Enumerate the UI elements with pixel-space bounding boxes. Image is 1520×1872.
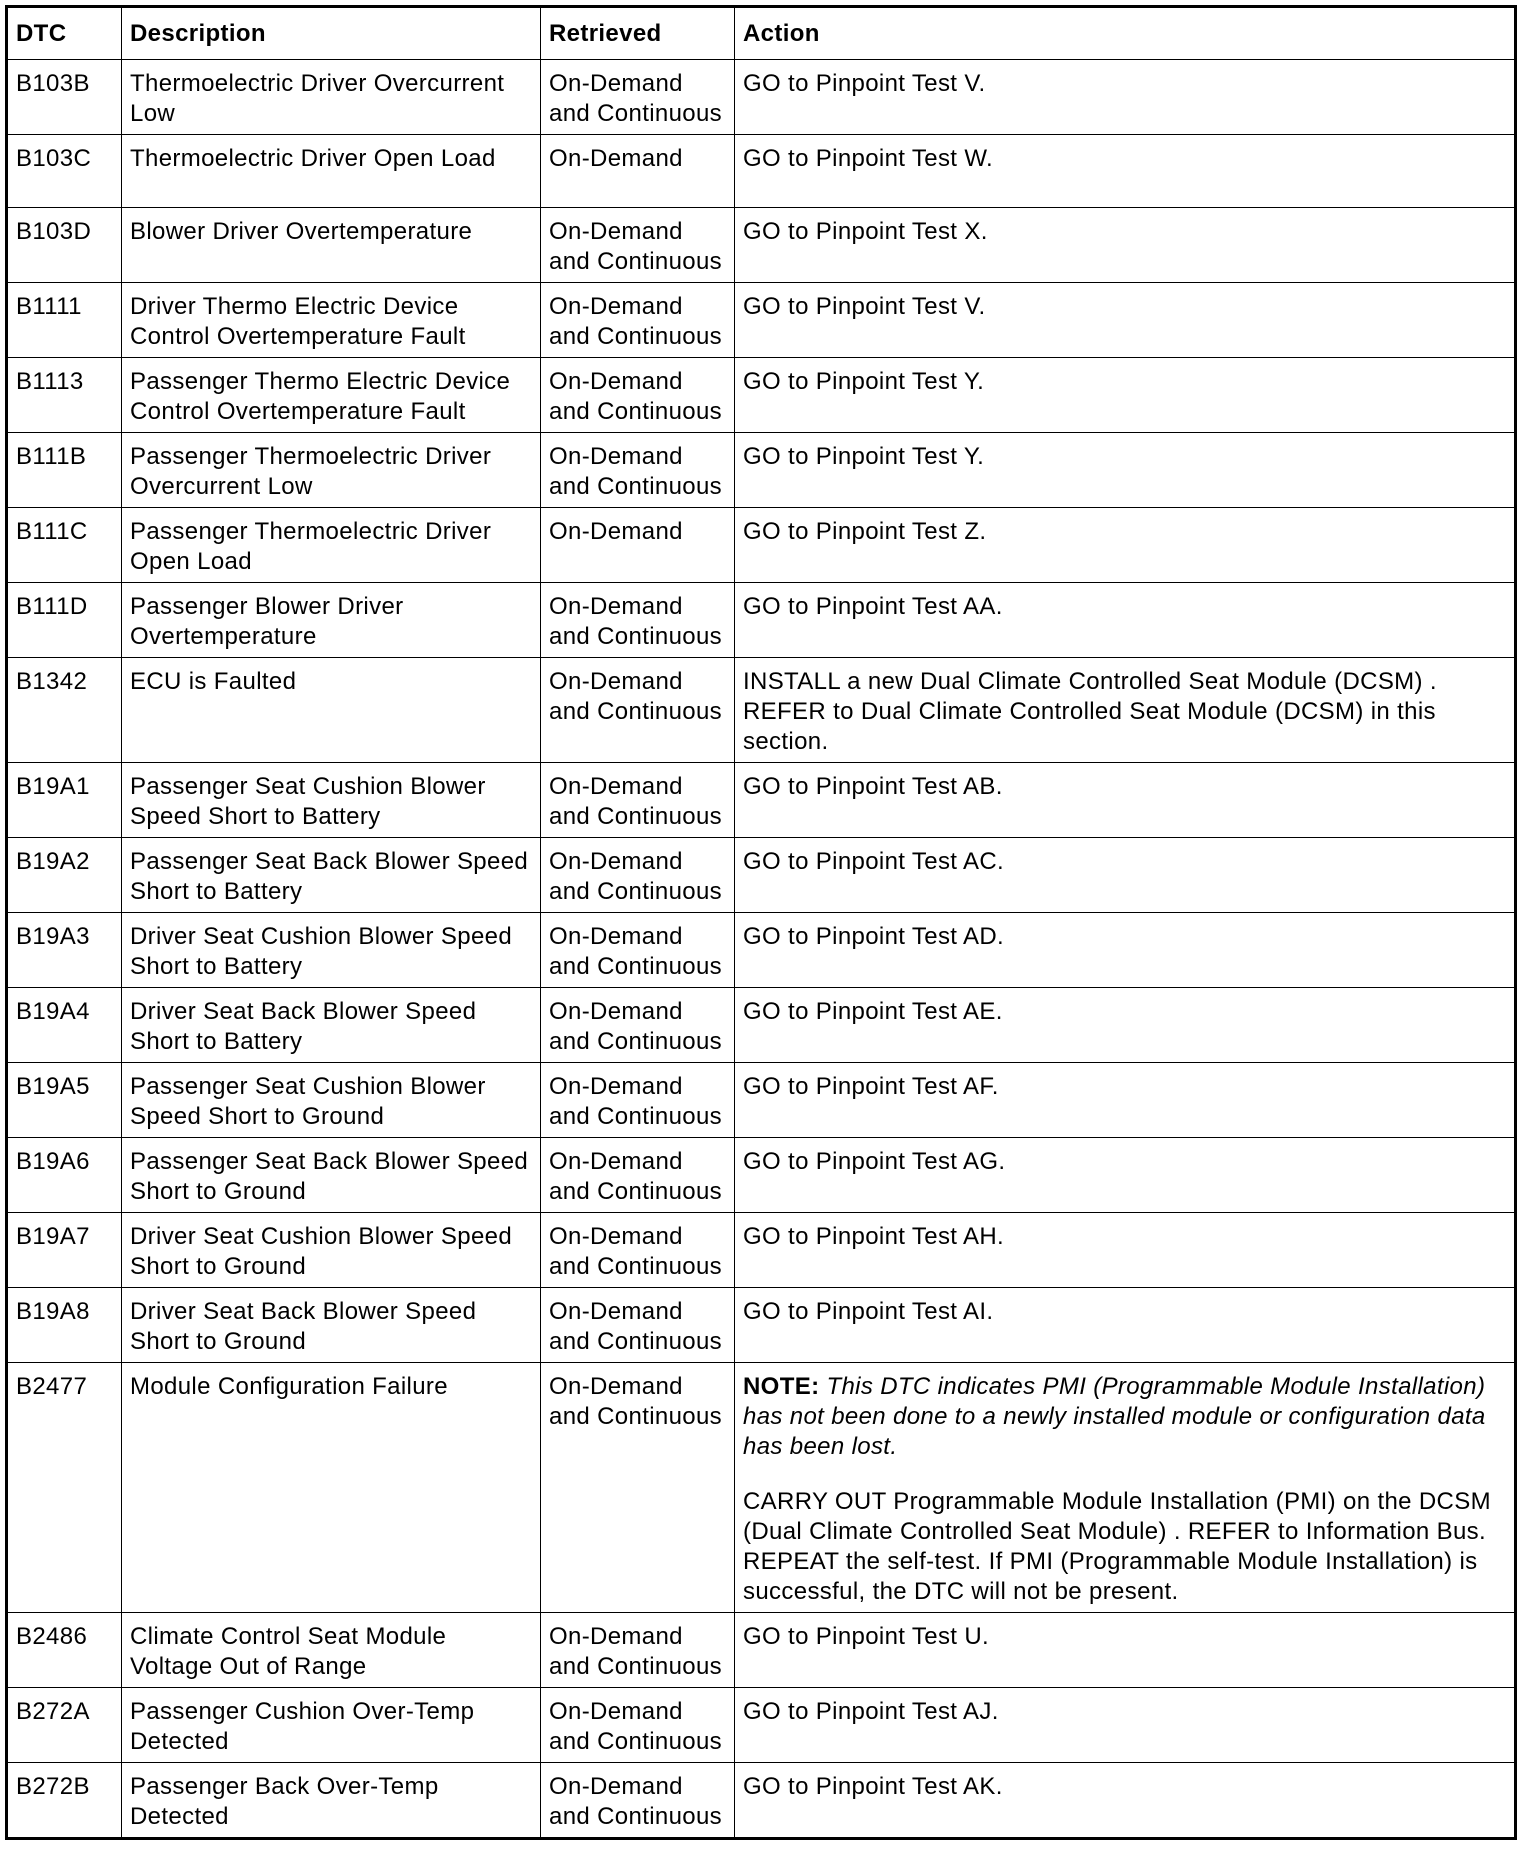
table-row (7, 658, 1516, 763)
table-row (7, 838, 1516, 913)
dtc-action: GO to Pinpoint Test U. (735, 1613, 1516, 1688)
dtc-description: Passenger Blower Driver Overtemperature (122, 583, 541, 658)
dtc-code: B19A2 (7, 838, 122, 913)
dtc-retrieved: On-Demand and Continuous (541, 583, 735, 658)
dtc-code: B111D (7, 583, 122, 658)
dtc-description: Blower Driver Overtemperature (122, 208, 541, 283)
dtc-code: B1342 (7, 658, 122, 763)
dtc-description: ECU is Faulted (122, 658, 541, 763)
table-row (7, 913, 1516, 988)
dtc-code: B1111 (7, 283, 122, 358)
dtc-description: Climate Control Seat Module Voltage Out of Range (122, 1613, 541, 1688)
table-row (7, 1613, 1516, 1688)
dtc-retrieved: On-Demand and Continuous (541, 913, 735, 988)
dtc-description: Passenger Cushion Over-Temp Detected (122, 1688, 541, 1763)
dtc-retrieved: On-Demand and Continuous (541, 283, 735, 358)
dtc-retrieved: On-Demand (541, 135, 735, 208)
dtc-action: GO to Pinpoint Test AD. (735, 913, 1516, 988)
dtc-description: Passenger Seat Back Blower Speed Short to Ground (122, 1138, 541, 1213)
dtc-code: B103B (7, 60, 122, 135)
dtc-code: B19A8 (7, 1288, 122, 1363)
dtc-description: Driver Seat Cushion Blower Speed Short to Ground (122, 1213, 541, 1288)
note-paragraph (743, 1372, 1506, 1462)
dtc-action: GO to Pinpoint Test V. (735, 60, 1516, 135)
action-paragraph: CARRY OUT Programmable Module Installation (PMI) on the DCSM (Dual Climate Controlled Seat Module) . REFER to Information Bus. REPEAT the self-test. If PMI (Programmable Module Installation) is successful, the DTC will not be present. (743, 1488, 1491, 1605)
dtc-code: B272A (7, 1688, 122, 1763)
dtc-action: GO to Pinpoint Test AG. (735, 1138, 1516, 1213)
dtc-code: B1113 (7, 358, 122, 433)
dtc-action: GO to Pinpoint Test AE. (735, 988, 1516, 1063)
dtc-action: GO to Pinpoint Test Y. (735, 433, 1516, 508)
dtc-code: B19A5 (7, 1063, 122, 1138)
table-row (7, 988, 1516, 1063)
dtc-description: Passenger Thermoelectric Driver Open Load (122, 508, 541, 583)
dtc-code: B19A4 (7, 988, 122, 1063)
dtc-code: B19A6 (7, 1138, 122, 1213)
table-row (7, 1138, 1516, 1213)
table-row (7, 1213, 1516, 1288)
dtc-code: B19A1 (7, 763, 122, 838)
header-action: Action (735, 7, 1516, 60)
table-row (7, 1288, 1516, 1363)
dtc-retrieved: On-Demand and Continuous (541, 1363, 735, 1613)
dtc-description: Driver Thermo Electric Device Control Overtemperature Fault (122, 283, 541, 358)
dtc-code: B103D (7, 208, 122, 283)
dtc-retrieved: On-Demand and Continuous (541, 1288, 735, 1363)
note-label: NOTE: (743, 1373, 820, 1400)
table-row (7, 135, 1516, 208)
table-row (7, 1688, 1516, 1763)
header-description: Description (122, 7, 541, 60)
dtc-action: GO to Pinpoint Test AA. (735, 583, 1516, 658)
dtc-retrieved: On-Demand and Continuous (541, 208, 735, 283)
dtc-table (5, 5, 1517, 1840)
header-dtc: DTC (7, 7, 122, 60)
dtc-action: GO to Pinpoint Test Z. (735, 508, 1516, 583)
dtc-description: Passenger Thermoelectric Driver Overcurrent Low (122, 433, 541, 508)
dtc-retrieved: On-Demand (541, 508, 735, 583)
header-retrieved: Retrieved (541, 7, 735, 60)
dtc-description: Passenger Back Over-Temp Detected (122, 1763, 541, 1839)
dtc-table-container (5, 5, 1514, 1840)
table-row (7, 583, 1516, 658)
dtc-retrieved: On-Demand and Continuous (541, 1138, 735, 1213)
dtc-description: Thermoelectric Driver Overcurrent Low (122, 60, 541, 135)
table-row (7, 283, 1516, 358)
table-row (7, 208, 1516, 283)
table-row (7, 433, 1516, 508)
dtc-action: GO to Pinpoint Test W. (735, 135, 1516, 208)
dtc-code: B111B (7, 433, 122, 508)
dtc-code: B19A3 (7, 913, 122, 988)
dtc-action: GO to Pinpoint Test AK. (735, 1763, 1516, 1839)
dtc-code: B272B (7, 1763, 122, 1839)
dtc-retrieved: On-Demand and Continuous (541, 1688, 735, 1763)
dtc-code: B2477 (7, 1363, 122, 1613)
dtc-retrieved: On-Demand and Continuous (541, 1063, 735, 1138)
dtc-retrieved: On-Demand and Continuous (541, 1613, 735, 1688)
note-text: This DTC indicates PMI (Programmable Module Installation) has not been done to a newly installed module or configuration data has been lost. (743, 1373, 1486, 1460)
dtc-code: B19A7 (7, 1213, 122, 1288)
dtc-action: INSTALL a new Dual Climate Controlled Seat Module (DCSM) . REFER to Dual Climate Controlled Seat Module (DCSM) in this section. (735, 658, 1516, 763)
dtc-description: Driver Seat Back Blower Speed Short to Ground (122, 1288, 541, 1363)
dtc-action: GO to Pinpoint Test AF. (735, 1063, 1516, 1138)
dtc-description: Thermoelectric Driver Open Load (122, 135, 541, 208)
dtc-retrieved: On-Demand and Continuous (541, 60, 735, 135)
dtc-action: GO to Pinpoint Test AI. (735, 1288, 1516, 1363)
dtc-retrieved: On-Demand and Continuous (541, 433, 735, 508)
table-header-row (7, 7, 1516, 60)
table-row (7, 763, 1516, 838)
table-row (7, 1363, 1516, 1613)
dtc-action: GO to Pinpoint Test AH. (735, 1213, 1516, 1288)
dtc-retrieved: On-Demand and Continuous (541, 988, 735, 1063)
dtc-description: Passenger Seat Cushion Blower Speed Short to Ground (122, 1063, 541, 1138)
dtc-description: Module Configuration Failure (122, 1363, 541, 1613)
dtc-action: GO to Pinpoint Test AC. (735, 838, 1516, 913)
table-row (7, 60, 1516, 135)
table-row (7, 1063, 1516, 1138)
table-row (7, 1763, 1516, 1839)
dtc-action: GO to Pinpoint Test Y. (735, 358, 1516, 433)
dtc-retrieved: On-Demand and Continuous (541, 1213, 735, 1288)
dtc-description: Passenger Thermo Electric Device Control Overtemperature Fault (122, 358, 541, 433)
dtc-action: GO to Pinpoint Test AJ. (735, 1688, 1516, 1763)
dtc-code: B2486 (7, 1613, 122, 1688)
dtc-code: B103C (7, 135, 122, 208)
dtc-description: Passenger Seat Cushion Blower Speed Short to Battery (122, 763, 541, 838)
dtc-retrieved: On-Demand and Continuous (541, 763, 735, 838)
dtc-retrieved: On-Demand and Continuous (541, 1763, 735, 1839)
dtc-retrieved: On-Demand and Continuous (541, 358, 735, 433)
dtc-action: GO to Pinpoint Test X. (735, 208, 1516, 283)
dtc-retrieved: On-Demand and Continuous (541, 658, 735, 763)
dtc-action: GO to Pinpoint Test AB. (735, 763, 1516, 838)
dtc-action: GO to Pinpoint Test V. (735, 283, 1516, 358)
table-row (7, 508, 1516, 583)
dtc-code: B111C (7, 508, 122, 583)
dtc-retrieved: On-Demand and Continuous (541, 838, 735, 913)
dtc-description: Driver Seat Back Blower Speed Short to Battery (122, 988, 541, 1063)
dtc-description: Passenger Seat Back Blower Speed Short to Battery (122, 838, 541, 913)
table-row (7, 358, 1516, 433)
dtc-description: Driver Seat Cushion Blower Speed Short to Battery (122, 913, 541, 988)
dtc-action (735, 1363, 1516, 1613)
